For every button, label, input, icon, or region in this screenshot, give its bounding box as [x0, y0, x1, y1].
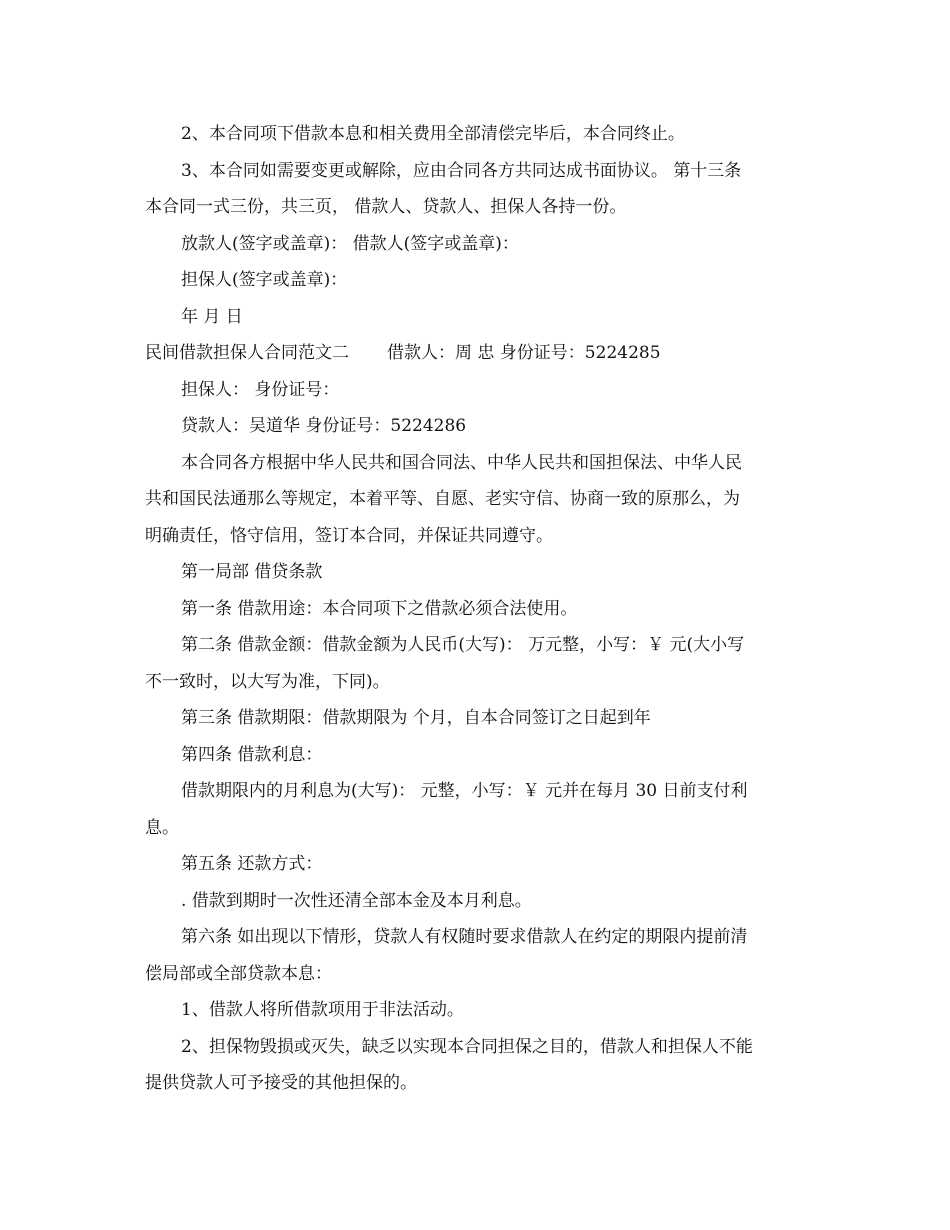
- text-line: 本合同一式三份，共三页， 借款人、贷款人、担保人各持一份。: [145, 197, 627, 217]
- contract-heading-line: [145, 335, 810, 372]
- borrower-info: 借款人：周 忠 身份证号：5224285: [387, 343, 661, 363]
- text-line: 偿局部或全部贷款本息：: [145, 963, 332, 984]
- guarantor-info: 担保人： 身份证号：: [181, 379, 340, 400]
- text-line: 不一致时，以大写为准，下同)。: [145, 671, 390, 692]
- date-line: 年 月 日: [181, 306, 243, 327]
- text-line: . 借款到期时一次性还清全部本金及本月利息。: [181, 890, 532, 911]
- text-line: 2、担保物毁损或灭失，缺乏以实现本合同担保之目的，借款人和担保人不能: [181, 1036, 753, 1057]
- text-line: 本合同各方根据中华人民共和国合同法、中华人民共和国担保法、中华人民: [181, 452, 742, 473]
- document-body: [145, 116, 810, 1102]
- text-line: 3、本合同如需要变更或解除，应由合同各方共同达成书面协议。 第十三条: [181, 160, 742, 181]
- contract-title: 民间借款担保人合同范文二: [145, 343, 349, 363]
- article-1: 第一条 借款用途：本合同项下之借款必须合法使用。: [181, 598, 578, 619]
- article-4: 第四条 借款利息：: [181, 744, 323, 765]
- text-line: 息。: [145, 817, 179, 838]
- text-line: 共和国民法通那么等规定，本着平等、自愿、老实守信、协商一致的原那么，为: [145, 489, 740, 509]
- article-2: 第二条 借款金额：借款金额为人民币(大写)： 万元整，小写：￥ 元(大小写: [181, 635, 745, 655]
- signature-line-guarantor: 担保人(签字或盖章)：: [181, 270, 348, 290]
- text-line: 明确责任，恪守信用，签订本合同，并保证共同遵守。: [145, 525, 553, 546]
- article-6: 第六条 如出现以下情形，贷款人有权随时要求借款人在约定的期限内提前清: [181, 927, 748, 947]
- section-heading: 第一局部 借贷条款: [181, 562, 323, 582]
- article-3: 第三条 借款期限：借款期限为 个月，自本合同签订之日起到年: [181, 708, 651, 728]
- lender-info: 贷款人：吴道华 身份证号：5224286: [181, 416, 467, 436]
- text-line: 2、本合同项下借款本息和相关费用全部清偿完毕后，本合同终止。: [181, 124, 685, 144]
- text-line: 借款期限内的月利息为(大写)： 元整，小写：￥ 元并在每月 30 日前支付利: [181, 781, 748, 801]
- text-line: 1、借款人将所借款项用于非法活动。: [181, 1000, 464, 1020]
- text-line: 提供贷款人可予接受的其他担保的。: [145, 1073, 417, 1093]
- signature-line-lender-borrower: 放款人(签字或盖章)： 借款人(签字或盖章)：: [181, 233, 519, 254]
- article-5: 第五条 还款方式：: [181, 854, 323, 874]
